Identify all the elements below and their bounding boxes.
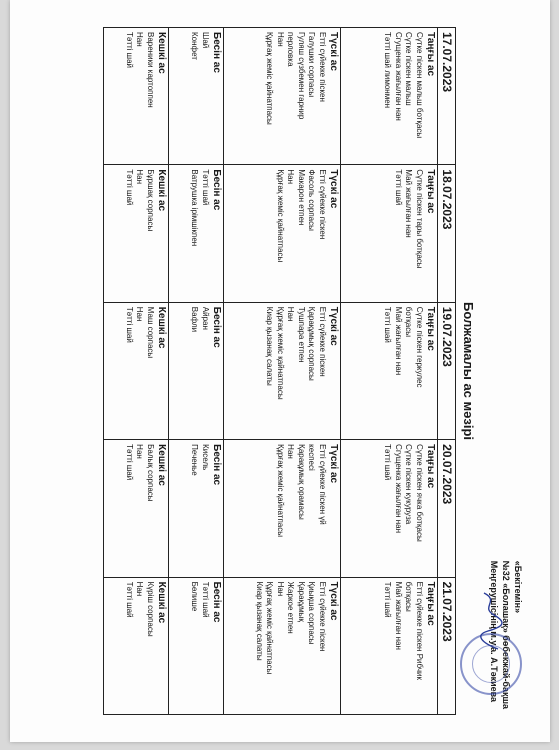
- menu-item: Етті сүйекке піскен: [318, 32, 327, 102]
- menu-item: Тәтті шай лимонмен: [383, 32, 393, 109]
- date-header-row: [438, 28, 456, 715]
- lunch-cell: [224, 577, 341, 714]
- menu-item: Құрғақ жеміс қайнатпасы: [276, 306, 285, 400]
- meal-title: Түскі ас: [328, 581, 340, 621]
- menu-item: Тәтті шай: [125, 581, 134, 618]
- menu-item: Гуляш сүзбемен гарнир: [297, 32, 306, 120]
- breakfast-cell: [341, 165, 438, 302]
- meal-title: Таңғы ас: [425, 444, 437, 489]
- snack-row: [169, 28, 224, 715]
- rotated-menu-page: [20, 21, 540, 721]
- menu-item: Сүтке піскен ячка ботқасы: [415, 444, 424, 542]
- menu-item: Етті сүйекке піскен Рибчик: [415, 581, 424, 680]
- menu-item: Сүтке піскен мальш: [404, 32, 414, 106]
- meal-title: Бесін ас: [211, 169, 223, 211]
- menu-item: Тәтті шай: [383, 444, 393, 481]
- meal-title: Кешкі ас: [156, 306, 168, 349]
- dinner-cell: [104, 577, 169, 714]
- meal-title: Түскі ас: [328, 444, 340, 484]
- menu-item: Май жағылған нан: [394, 306, 403, 376]
- meal-title: Түскі ас: [328, 306, 340, 346]
- menu-item: Құрғақ жеміс қайнатпасы: [276, 169, 285, 263]
- menu-item: ботқасы: [404, 581, 414, 612]
- menu-item: Сүтке піскен тары ботқасы: [415, 169, 424, 269]
- document-page: [10, 0, 550, 742]
- meal-title: Таңғы ас: [425, 32, 437, 77]
- menu-item: Нан: [276, 32, 285, 47]
- date-header: 17.07.2023: [438, 28, 456, 165]
- menu-item: Құрғақ жеміс қайнатпасы: [265, 581, 275, 675]
- menu-item: Тушпара етпен: [297, 306, 306, 363]
- menu-item: Етті сүйекке піскен: [318, 169, 327, 240]
- date-header: 20.07.2023: [438, 440, 456, 577]
- breakfast-cell: [341, 440, 438, 577]
- menu-item: Тәтті шай: [125, 169, 134, 206]
- menu-item: Киар қызанақ салаты: [265, 306, 275, 386]
- menu-item: Сүтке піскен кукуруза: [404, 444, 414, 525]
- lunch-cell: [224, 440, 341, 577]
- menu-item: Ватрушка ірімшікпен: [190, 169, 200, 247]
- menu-item: Сгущенка жағылған нан: [394, 444, 403, 534]
- menu-item: Тәтті шай: [383, 306, 393, 343]
- meal-title: Кешкі ас: [156, 32, 168, 74]
- menu-item: Май жағылған нан: [394, 581, 403, 650]
- dinner-cell: [104, 302, 169, 439]
- menu-item: Бұршақ сорпасы: [146, 169, 155, 232]
- menu-item: Етті сүйекке піскен үй: [318, 444, 327, 525]
- menu-item: Фасоль сорпасы: [307, 169, 317, 231]
- menu-item: Жаркое етпен: [286, 581, 296, 634]
- breakfast-cell: [341, 302, 438, 439]
- breakfast-cell: [341, 577, 438, 714]
- menu-item: Тәтті шай: [394, 169, 403, 206]
- menu-item: Сгущенка жағылған нан: [394, 32, 403, 121]
- menu-item: ботқасы: [404, 306, 414, 337]
- lunch-cell: [224, 165, 341, 302]
- menu-item: Тәтті шай: [201, 169, 210, 206]
- menu-item: Сүтке піскен мальш ботқасы: [415, 32, 424, 139]
- meal-title: Кешкі ас: [156, 169, 168, 212]
- date-header: 18.07.2023: [438, 165, 456, 302]
- meal-title: Таңғы ас: [425, 306, 437, 351]
- menu-item: Нан: [135, 444, 145, 459]
- snack-cell: [169, 28, 224, 165]
- menu-item: Тәтті шай: [201, 581, 210, 618]
- lunch-cell: [224, 28, 341, 165]
- menu-item: Кисель: [201, 444, 210, 471]
- menu-item: Шай: [201, 32, 210, 49]
- menu-item: Нан: [286, 444, 296, 459]
- menu-item: Вареники картоппен: [146, 32, 155, 108]
- menu-item: Нан: [135, 32, 145, 47]
- menu-item: Тәтті шай: [383, 581, 393, 618]
- snack-cell: [169, 302, 224, 439]
- meal-title: Таңғы ас: [425, 169, 437, 214]
- menu-item: Балық сорпасы: [146, 444, 155, 502]
- meal-title: Таңғы ас: [425, 581, 437, 626]
- approval-line: «Бекітемін»: [513, 560, 523, 614]
- menu-item: Құрғақ жеміс қайнатпасы: [276, 444, 285, 537]
- menu-body: [104, 28, 438, 715]
- meal-title: Бесін ас: [211, 581, 223, 623]
- menu-item: Нан: [135, 581, 145, 597]
- menu-item: Қарақұмық сорпасы: [307, 306, 317, 381]
- menu-item: перловка: [286, 32, 296, 67]
- meal-title: Кешкі ас: [156, 444, 168, 486]
- menu-item: Нан: [135, 169, 145, 185]
- menu-item: Тәтті шай: [125, 306, 134, 343]
- menu-item: Маш сорпасы: [146, 306, 155, 359]
- breakfast-row: [341, 28, 438, 715]
- dinner-cell: [104, 28, 169, 165]
- snack-cell: [169, 577, 224, 714]
- menu-item: Етті сүйекке піскен: [318, 581, 327, 652]
- menu-item: Бөлише: [190, 581, 200, 612]
- meal-title: Түскі ас: [328, 169, 340, 209]
- menu-item: Қарақұмық: [297, 581, 306, 622]
- menu-item: Тәтті шай: [125, 444, 134, 481]
- menu-item: Макарон етпен: [297, 169, 306, 226]
- lunch-row: [224, 28, 341, 715]
- meal-title: Бесін ас: [211, 32, 223, 73]
- menu-item: Қарақұмық орамасы: [297, 444, 306, 520]
- breakfast-cell: [341, 28, 438, 165]
- signature-icon: [478, 591, 504, 651]
- approval-line: Меңгерушісінің м.у.а. А.Тәкиева: [489, 560, 499, 703]
- page-title: Болжамалы ас мәзірі: [461, 301, 476, 441]
- menu-item: Конфет: [190, 32, 200, 60]
- meal-title: Түскі ас: [328, 32, 340, 71]
- menu-item: Киар қызанақ салаты: [255, 581, 264, 661]
- menu-item: Нан: [286, 169, 296, 185]
- menu-item: Нан: [276, 581, 285, 597]
- menu-item: Нан: [135, 306, 145, 322]
- meal-title: Бесін ас: [211, 306, 223, 348]
- date-header: 19.07.2023: [438, 302, 456, 439]
- date-header: 21.07.2023: [438, 577, 456, 714]
- dinner-cell: [104, 165, 169, 302]
- approval-line: №32 «Болашақ» бөбекжай-бақша: [501, 560, 511, 709]
- menu-item: Күріш сорпасы: [146, 581, 155, 637]
- dinner-cell: [104, 440, 169, 577]
- menu-item: Қиықша сорпасы: [307, 581, 317, 645]
- meal-title: Бесін ас: [211, 444, 223, 486]
- menu-item: Нан: [286, 306, 296, 322]
- snack-cell: [169, 165, 224, 302]
- menu-item: Тәтті шай: [125, 32, 134, 68]
- dinner-row: [104, 28, 169, 715]
- menu-item: Вафли: [190, 306, 200, 333]
- menu-item: Айран: [201, 306, 210, 330]
- menu-item: Печенье: [190, 444, 200, 476]
- lunch-cell: [224, 302, 341, 439]
- menu-item: Етті сүйекке піскен: [318, 306, 327, 377]
- menu-item: Құрғақ жеміс қайнатпасы: [265, 32, 275, 125]
- menu-item: Май жағылған нан: [404, 169, 414, 238]
- menu-item: кеспесі: [307, 444, 317, 471]
- snack-cell: [169, 440, 224, 577]
- meal-title: Кешкі ас: [156, 581, 168, 624]
- menu-table: [104, 27, 457, 715]
- menu-item: Сүтке піскен геркулес: [415, 306, 424, 388]
- menu-item: Галушки сорпасы: [307, 32, 317, 98]
